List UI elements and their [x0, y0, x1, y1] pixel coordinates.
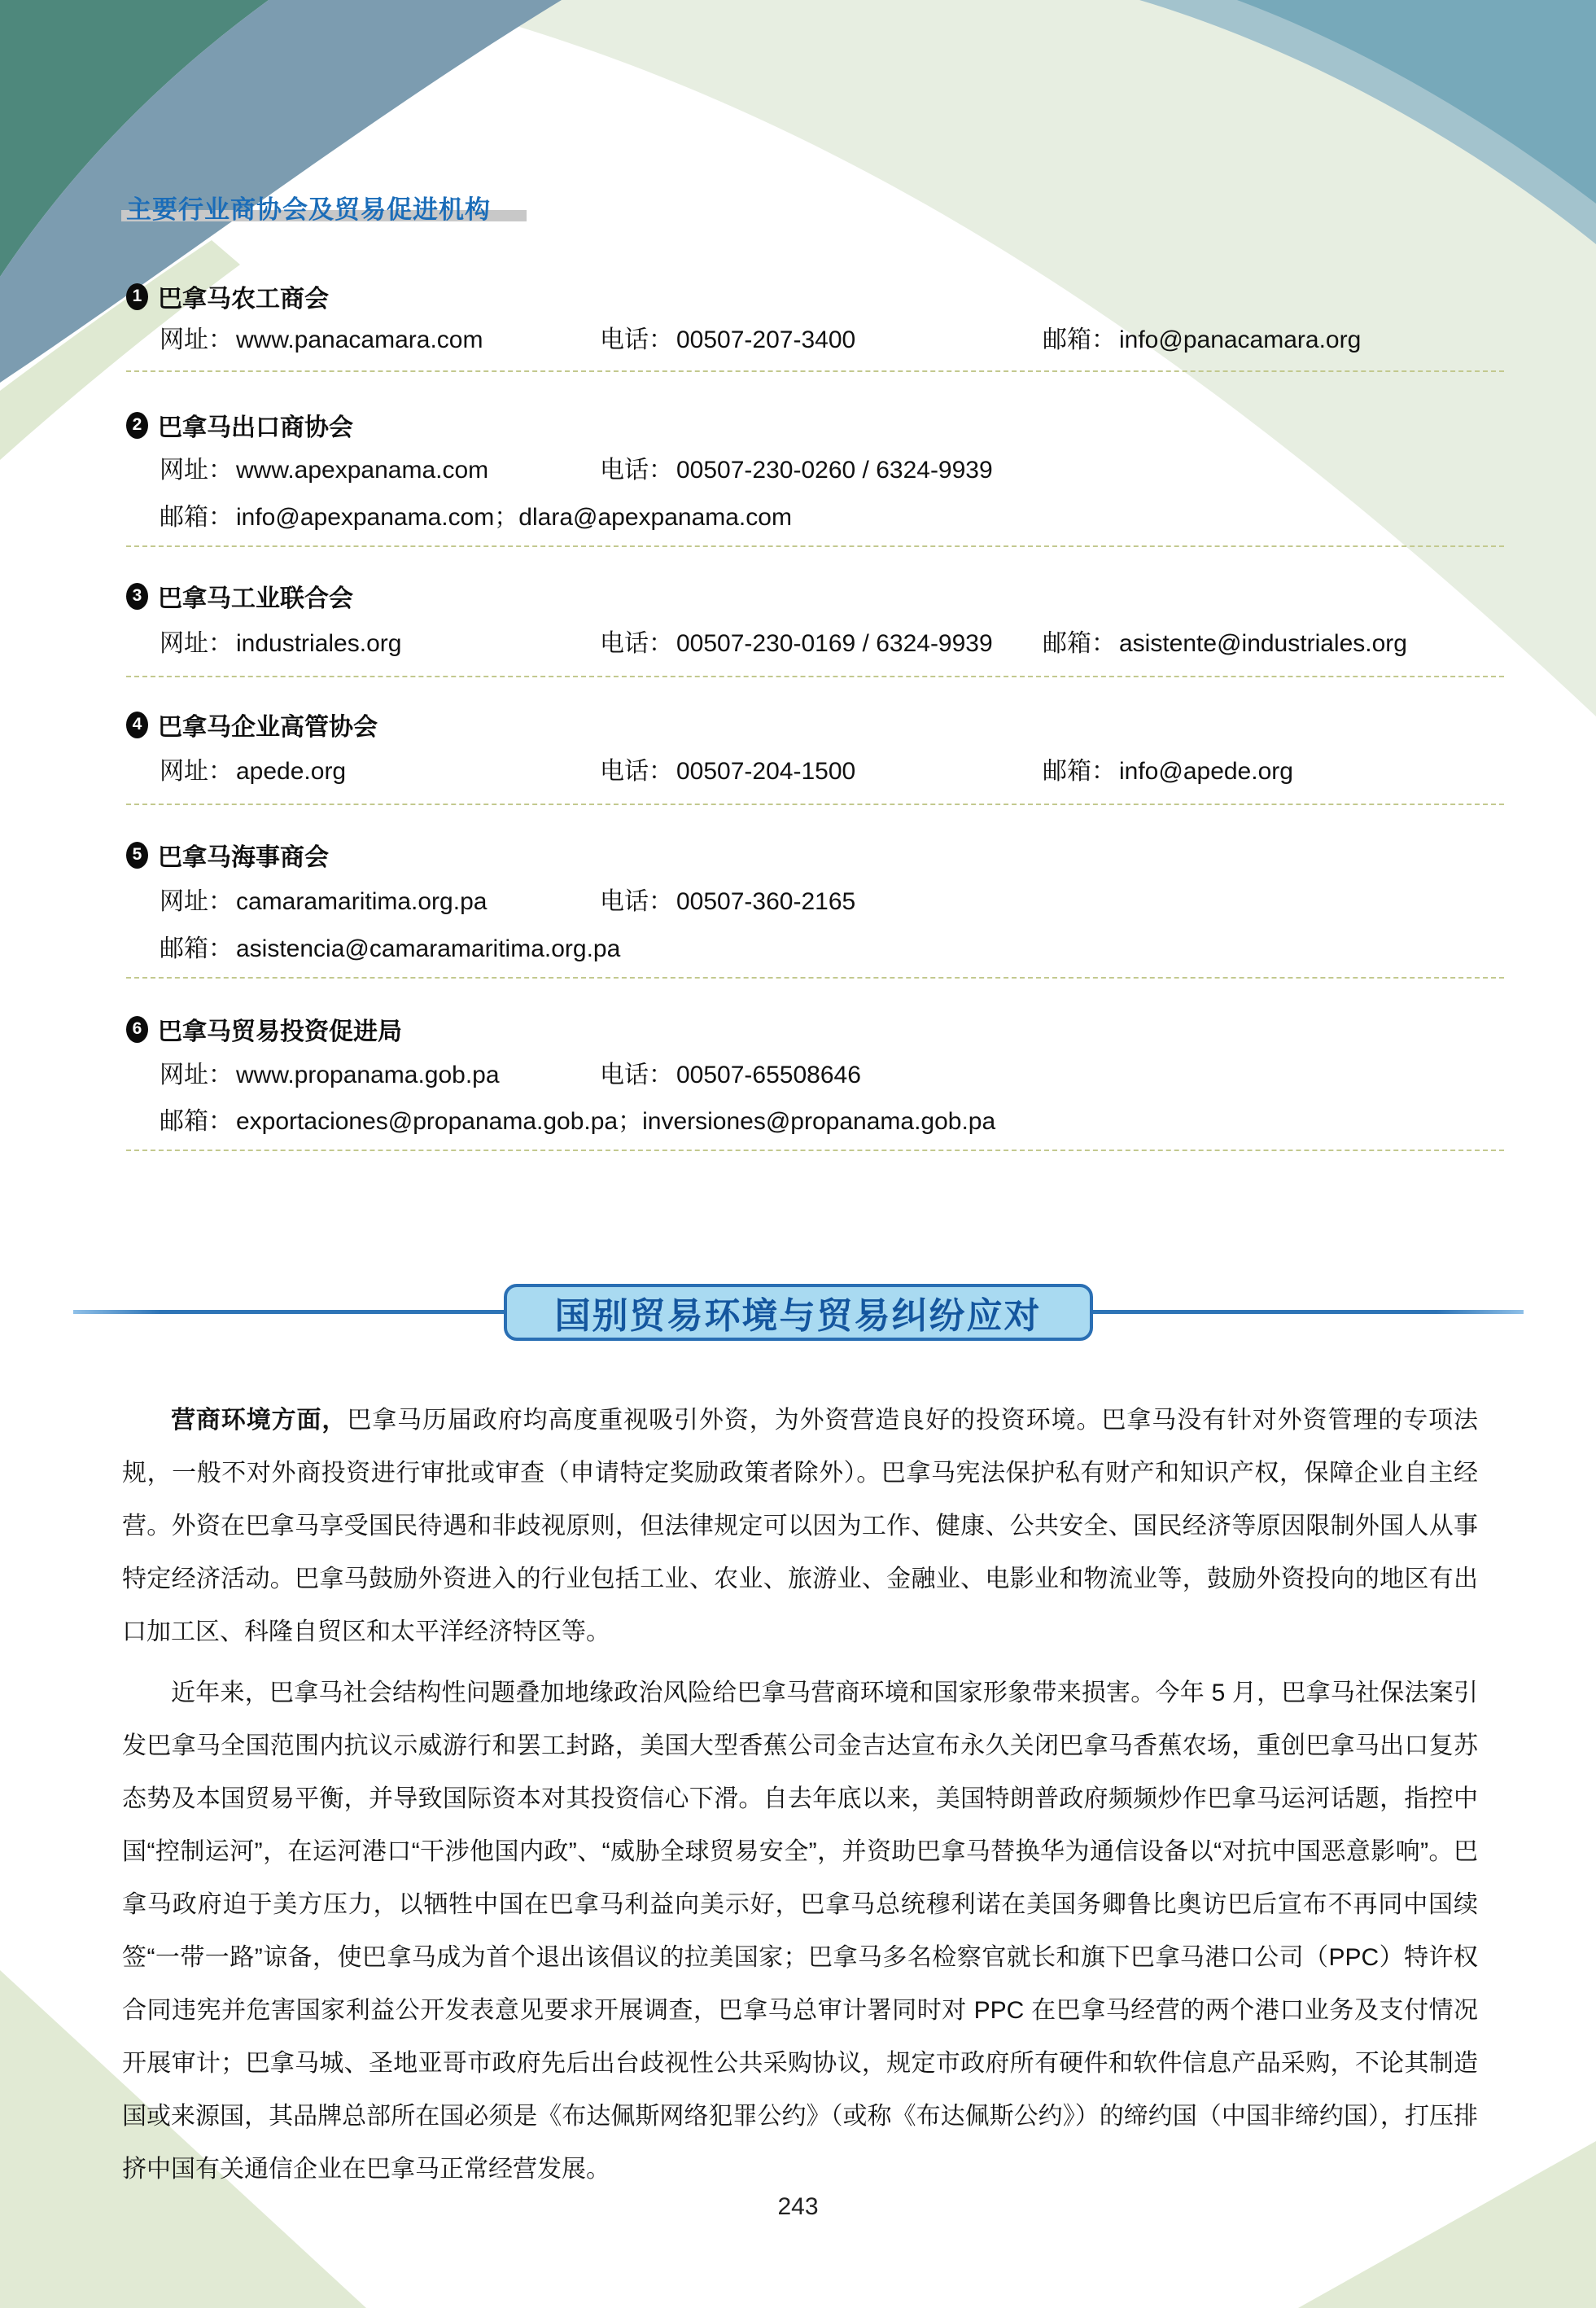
- association-details-row: [0, 319, 1596, 352]
- phone-label: 电话：: [600, 758, 673, 785]
- association-header: [126, 278, 329, 314]
- email-field: [160, 928, 620, 964]
- paragraph-lead: 营商环境方面，: [171, 1407, 348, 1434]
- association-header: [126, 837, 329, 873]
- email-label: 邮箱：: [160, 1108, 233, 1135]
- entry-number: 2: [132, 415, 142, 434]
- association-details-row: [0, 623, 1596, 655]
- association-name: 巴拿马海事商会: [158, 844, 329, 871]
- association-header: [126, 407, 353, 443]
- email-label: 邮箱：: [1043, 630, 1116, 657]
- phone-field: [600, 751, 855, 786]
- website-field: [160, 881, 487, 917]
- website-field: [160, 319, 483, 355]
- website-label: 网址：: [160, 457, 233, 484]
- phone-field: [600, 319, 855, 355]
- entry-number-badge: [126, 842, 148, 869]
- phone-label: 电话：: [600, 630, 673, 657]
- association-header: [126, 1011, 402, 1047]
- website-field: [160, 449, 488, 485]
- association-name: 巴拿马贸易投资促进局: [158, 1018, 402, 1045]
- association-details-row: [0, 928, 1596, 961]
- website-label: 网址：: [160, 888, 233, 915]
- phone-value: 00507-207-3400: [676, 326, 856, 353]
- entry-number-badge: [126, 412, 148, 439]
- association-name: 巴拿马企业高管协会: [158, 714, 378, 741]
- email-value: asistencia@camaramaritima.org.pa: [236, 935, 621, 962]
- association-details-row: [0, 449, 1596, 482]
- phone-label: 电话：: [600, 326, 673, 353]
- body-paragraph: [122, 1666, 1478, 2196]
- phone-value: 00507-204-1500: [676, 758, 856, 785]
- email-field: [1043, 751, 1293, 786]
- website-value: apede.org: [236, 758, 347, 785]
- website-field: [160, 751, 346, 786]
- email-label: 邮箱：: [160, 504, 233, 531]
- email-field: [160, 497, 792, 532]
- entry-number: 3: [132, 586, 142, 605]
- body-paragraph: [122, 1394, 1478, 1658]
- phone-field: [600, 1054, 861, 1090]
- entry-number: 1: [132, 287, 142, 305]
- association-name: 巴拿马农工商会: [158, 286, 329, 313]
- email-label: 邮箱：: [160, 935, 233, 962]
- email-value: info@apede.org: [1119, 758, 1293, 785]
- phone-field: [600, 881, 855, 917]
- website-value: industriales.org: [236, 630, 402, 657]
- entry-number: 6: [132, 1019, 142, 1038]
- dashed-separator: [126, 977, 1504, 979]
- website-value: www.apexpanama.com: [236, 457, 489, 484]
- paragraph-text: 巴拿马历届政府均高度重视吸引外资，为外资营造良好的投资环境。巴拿马没有针对外资管理的专项法规，一般不对外商投资进行审批或审查（申请特定奖励政策者除外）。巴拿马宪法保护私有财产和知识产权，保障企业自主经营。外资在巴拿马享受国民待遇和非歧视原则，但法律规定可以因为工作、健康、公共安全、国民经济等原因限制外国人从事特定经济活动。巴拿马鼓励外资进入的行业包括工业、农业、旅游业、金融业、电影业和物流业等，鼓励外资投向的地区有出口加工区、科隆自贸区和太平洋经济特区等。: [122, 1407, 1479, 1645]
- website-label: 网址：: [160, 1062, 233, 1088]
- section-banner: [504, 1284, 1093, 1341]
- phone-label: 电话：: [600, 888, 673, 915]
- email-label: 邮箱：: [1043, 326, 1116, 353]
- page-number: 243: [777, 2193, 819, 2220]
- paragraph-text: 近年来，巴拿马社会结构性问题叠加地缘政治风险给巴拿马营商环境和国家形象带来损害。今年 5 月，巴拿马社保法案引发巴拿马全国范围内抗议示威游行和罢工封路，美国大型香蕉公司金吉达宣布永久关闭巴拿马香蕉农场，重创巴拿马出口复苏态势及本国贸易平衡，并导致国际资本对其投资信心下滑。自去年底以来，美国特朗普政府频频炒作巴拿马运河话题，指控中国“控制运河”，在运河港口“干涉他国内政”、“威胁全球贸易安全”，并资助巴拿马替换华为通信设备以“对抗中国恶意影响”。巴拿马政府迫于美方压力，以牺牲中国在巴拿马利益向美示好，巴拿马总统穆利诺在美国务卿鲁比奥访巴后宣布不再同中国续签“一带一路”谅备，使巴拿马成为首个退出该倡议的拉美国家；巴拿马多名检察官就长和旗下巴拿马港口公司（PPC）特许权合同违宪并危害国家利益公开发表意见要求开展调查，巴拿马总审计署同时对 PPC 在巴拿马经营的两个港口业务及支付情况开展审计；巴拿马城、圣地亚哥市政府先后出台歧视性公共采购协议，规定市政府所有硬件和软件信息产品采购，不论其制造国或来源国，其品牌总部所在国必须是《布达佩斯网络犯罪公约》（或称《布达佩斯公约》）的缔约国（中国非缔约国），打压排挤中国有关通信企业在巴拿马正常经营发展。: [122, 1680, 1478, 2183]
- body-text-block: [122, 1394, 1478, 2204]
- dashed-separator: [126, 545, 1504, 547]
- association-details-row: [0, 1054, 1596, 1087]
- entry-number-badge: [126, 583, 148, 610]
- email-value: exportaciones@propanama.gob.pa；inversiones@propanama.gob.pa: [236, 1108, 996, 1135]
- association-details-row: [0, 751, 1596, 783]
- email-field: [160, 1101, 995, 1136]
- website-value: www.propanama.gob.pa: [236, 1062, 500, 1088]
- association-header: [126, 578, 353, 614]
- phone-value: 00507-360-2165: [676, 888, 856, 915]
- section-title: 主要行业商协会及贸易促进机构: [126, 195, 491, 224]
- dashed-separator: [126, 1150, 1504, 1151]
- entry-number: 5: [132, 845, 142, 864]
- entry-number: 4: [132, 715, 142, 734]
- dashed-separator: [126, 804, 1504, 805]
- email-field: [1043, 319, 1361, 355]
- section-title-block: [126, 189, 491, 226]
- phone-field: [600, 623, 993, 659]
- email-value: info@apexpanama.com；dlara@apexpanama.com: [236, 504, 792, 531]
- phone-value: 00507-230-0169 / 6324-9939: [676, 630, 993, 657]
- website-label: 网址：: [160, 630, 233, 657]
- association-name: 巴拿马工业联合会: [158, 585, 353, 612]
- association-details-row: [0, 497, 1596, 529]
- entry-number-badge: [126, 283, 148, 310]
- website-field: [160, 623, 401, 659]
- phone-value: 00507-230-0260 / 6324-9939: [676, 457, 993, 484]
- email-field: [1043, 623, 1407, 659]
- email-label: 邮箱：: [1043, 758, 1116, 785]
- phone-field: [600, 449, 993, 485]
- website-label: 网址：: [160, 758, 233, 785]
- association-details-row: [0, 1101, 1596, 1133]
- phone-label: 电话：: [600, 1062, 673, 1088]
- association-header: [126, 707, 378, 742]
- phone-value: 00507-65508646: [676, 1062, 861, 1088]
- website-value: www.panacamara.com: [236, 326, 483, 353]
- entry-number-badge: [126, 1016, 148, 1043]
- website-label: 网址：: [160, 326, 233, 353]
- section-banner-text: 国别贸易环境与贸易纠纷应对: [554, 1296, 1042, 1336]
- phone-label: 电话：: [600, 457, 673, 484]
- dashed-separator: [126, 370, 1504, 372]
- website-field: [160, 1054, 500, 1090]
- association-name: 巴拿马出口商协会: [158, 414, 353, 441]
- email-value: info@panacamara.org: [1119, 326, 1362, 353]
- association-details-row: [0, 881, 1596, 913]
- website-value: camaramaritima.org.pa: [236, 888, 488, 915]
- entry-number-badge: [126, 712, 148, 738]
- dashed-separator: [126, 676, 1504, 677]
- email-value: asistente@industriales.org: [1119, 630, 1407, 657]
